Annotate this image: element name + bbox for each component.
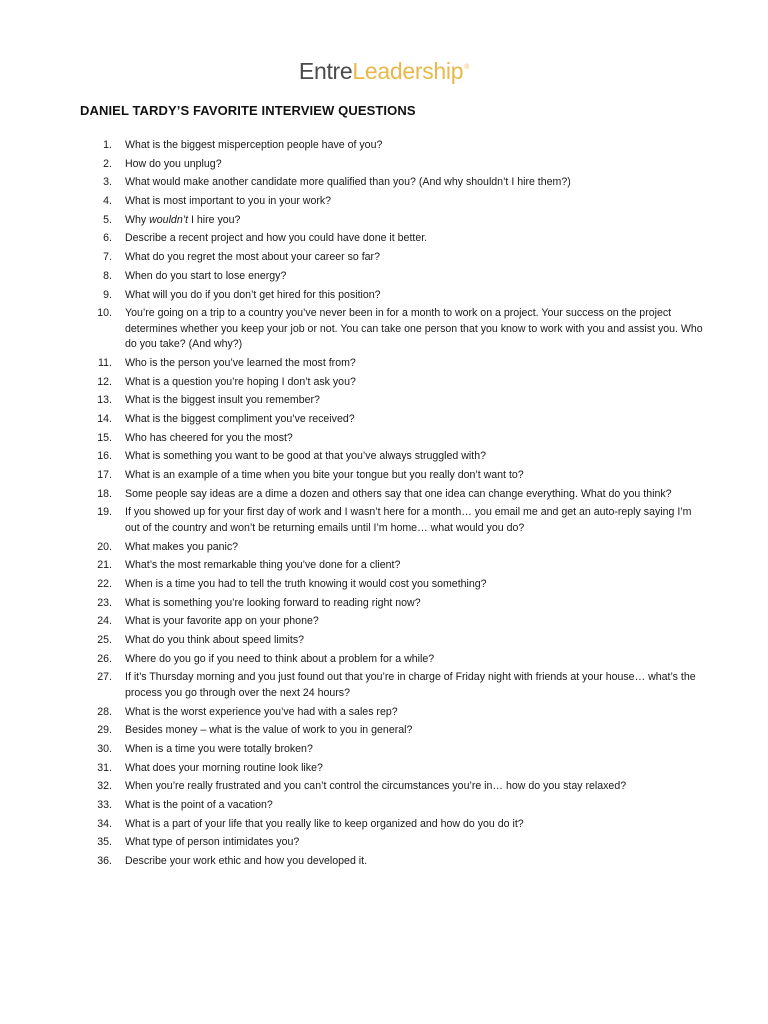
logo-registered-mark: ® [464, 64, 470, 71]
question-text: If it’s Thursday morning and you just found out that you’re in charge of Friday night with friends at your house… what’s the process you go through over the next 24 hours? [125, 671, 696, 699]
question-item [0, 596, 768, 612]
question-number: 9. [103, 288, 112, 301]
question-item [0, 577, 768, 593]
question-number: 27. [97, 671, 112, 684]
question-text [125, 213, 708, 229]
question-text: Who has cheered for you the most? [125, 431, 293, 444]
question-item [0, 375, 768, 391]
question-text-emphasis: wouldn’t [149, 213, 189, 226]
question-number: 32. [97, 780, 112, 793]
question-item [0, 231, 768, 247]
question-text: What is your favorite app on your phone? [125, 615, 319, 628]
question-text: Some people say ideas are a dime a dozen and others say that one idea can change everything. What do you think? [125, 487, 672, 500]
question-number: 2. [103, 157, 112, 170]
question-number: 34. [97, 817, 112, 830]
question-text: What type of person intimidates you? [125, 836, 300, 849]
question-number: 30. [97, 742, 112, 755]
question-text: What is something you want to be good at that you’ve always struggled with? [125, 450, 486, 463]
question-item [0, 705, 768, 721]
question-number: 12. [97, 375, 112, 388]
question-item [0, 468, 768, 484]
question-item [0, 670, 768, 701]
question-item [0, 835, 768, 851]
question-text: What would make another candidate more qualified than you? (And why shouldn’t I hire them?) [125, 176, 571, 189]
question-number: 18. [97, 487, 112, 500]
question-number: 3. [103, 176, 112, 189]
question-item [0, 412, 768, 428]
question-item [0, 487, 768, 503]
question-number: 10. [97, 307, 112, 320]
question-text: You’re going on a trip to a country you’ve never been in for a month to work on a project. Your success on the project determines whether you keep your job or not. You can take one person that you know to work with you and assist you. Who do you take? (And why?) [125, 307, 703, 351]
question-text: What does your morning routine look like? [125, 761, 323, 774]
question-text: What will you do if you don’t get hired for this position? [125, 288, 381, 301]
question-text: When is a time you were totally broken? [125, 742, 313, 755]
question-number: 20. [97, 540, 112, 553]
question-text: What is a part of your life that you really like to keep organized and how do you do it? [125, 817, 524, 830]
question-number: 4. [103, 195, 112, 208]
question-number: 24. [97, 615, 112, 628]
question-number: 31. [97, 761, 112, 774]
question-item [0, 761, 768, 777]
question-number: 28. [97, 705, 112, 718]
question-item [0, 854, 768, 870]
entreleadership-logo [0, 58, 768, 85]
question-item [0, 652, 768, 668]
question-text: What is the biggest compliment you’ve received? [125, 412, 355, 425]
question-item [0, 723, 768, 739]
question-text: When you’re really frustrated and you can’t control the circumstances you’re in… how do you stay relaxed? [125, 780, 627, 793]
question-number: 8. [103, 269, 112, 282]
question-item [0, 633, 768, 649]
question-text: What is something you’re looking forward to reading right now? [125, 596, 421, 609]
logo-entre-text: Entre [298, 58, 353, 84]
question-text: What’s the most remarkable thing you’ve done for a client? [125, 559, 401, 572]
document-title: DANIEL TARDY’S FAVORITE INTERVIEW QUESTIONS [80, 103, 416, 118]
question-number: 21. [97, 559, 112, 572]
question-item [0, 306, 768, 353]
question-text: What is the biggest insult you remember? [125, 394, 320, 407]
question-item [0, 817, 768, 833]
question-number: 23. [97, 596, 112, 609]
question-text: What do you regret the most about your career so far? [125, 251, 380, 264]
question-item [0, 288, 768, 304]
question-item [0, 269, 768, 285]
question-number: 33. [97, 799, 112, 811]
question-number: 7. [103, 251, 112, 264]
question-text: What is the biggest misperception people have of you? [125, 139, 383, 151]
questions-list [0, 138, 768, 873]
question-item [0, 779, 768, 795]
question-number: 17. [97, 469, 112, 481]
question-item [0, 449, 768, 465]
question-number: 25. [97, 634, 112, 646]
question-text: What is a question you’re hoping I don’t ask you? [125, 375, 356, 388]
question-number: 1. [103, 139, 112, 151]
question-number: 22. [97, 577, 112, 590]
question-item [0, 356, 768, 372]
question-number: 15. [97, 431, 112, 444]
question-number: 29. [97, 724, 112, 737]
question-text: What is the point of a vacation? [125, 799, 273, 811]
question-item [0, 558, 768, 574]
logo-leadership-text: Leadership [352, 58, 464, 84]
question-text: Describe your work ethic and how you developed it. [125, 855, 368, 868]
question-text: Who is the person you’ve learned the most from? [125, 356, 356, 369]
question-text: What makes you panic? [125, 540, 239, 553]
question-text: Besides money – what is the value of work to you in general? [125, 724, 413, 737]
question-text: How do you unplug? [125, 157, 222, 170]
question-number: 36. [97, 855, 112, 868]
question-item [0, 393, 768, 409]
question-text: What do you think about speed limits? [125, 634, 305, 646]
question-item [0, 157, 768, 173]
question-number: 35. [97, 836, 112, 849]
question-number: 19. [97, 506, 112, 519]
question-number: 6. [103, 232, 112, 245]
question-item [0, 175, 768, 191]
question-number: 14. [97, 412, 112, 425]
question-item [0, 614, 768, 630]
question-number: 13. [97, 394, 112, 407]
question-item [0, 540, 768, 556]
question-item [0, 194, 768, 210]
question-text-part: Why [125, 213, 150, 226]
question-text-part: I hire you? [188, 213, 241, 226]
question-text: What is an example of a time when you bite your tongue but you really don’t want to? [125, 469, 524, 481]
question-item [0, 213, 768, 229]
question-number: 5. [103, 213, 112, 226]
question-item [0, 798, 768, 814]
question-number: 16. [97, 450, 112, 463]
question-text: What is most important to you in your work? [125, 195, 332, 208]
question-item [0, 250, 768, 266]
question-text: When is a time you had to tell the truth knowing it would cost you something? [125, 577, 487, 590]
question-text: If you showed up for your first day of work and I wasn’t here for a month… you email me and get an auto-reply saying I’m out of the country and won’t be returning emails until I’m home… what would you do? [125, 506, 692, 534]
question-item [0, 505, 768, 536]
question-text: When do you start to lose energy? [125, 269, 287, 282]
question-item [0, 138, 768, 154]
question-number: 11. [98, 356, 112, 369]
question-item [0, 742, 768, 758]
question-text: Where do you go if you need to think about a problem for a while? [125, 652, 435, 665]
question-text: What is the worst experience you’ve had with a sales rep? [125, 705, 398, 718]
question-item [0, 431, 768, 447]
question-text: Describe a recent project and how you could have done it better. [125, 232, 428, 245]
question-number: 26. [97, 652, 112, 665]
